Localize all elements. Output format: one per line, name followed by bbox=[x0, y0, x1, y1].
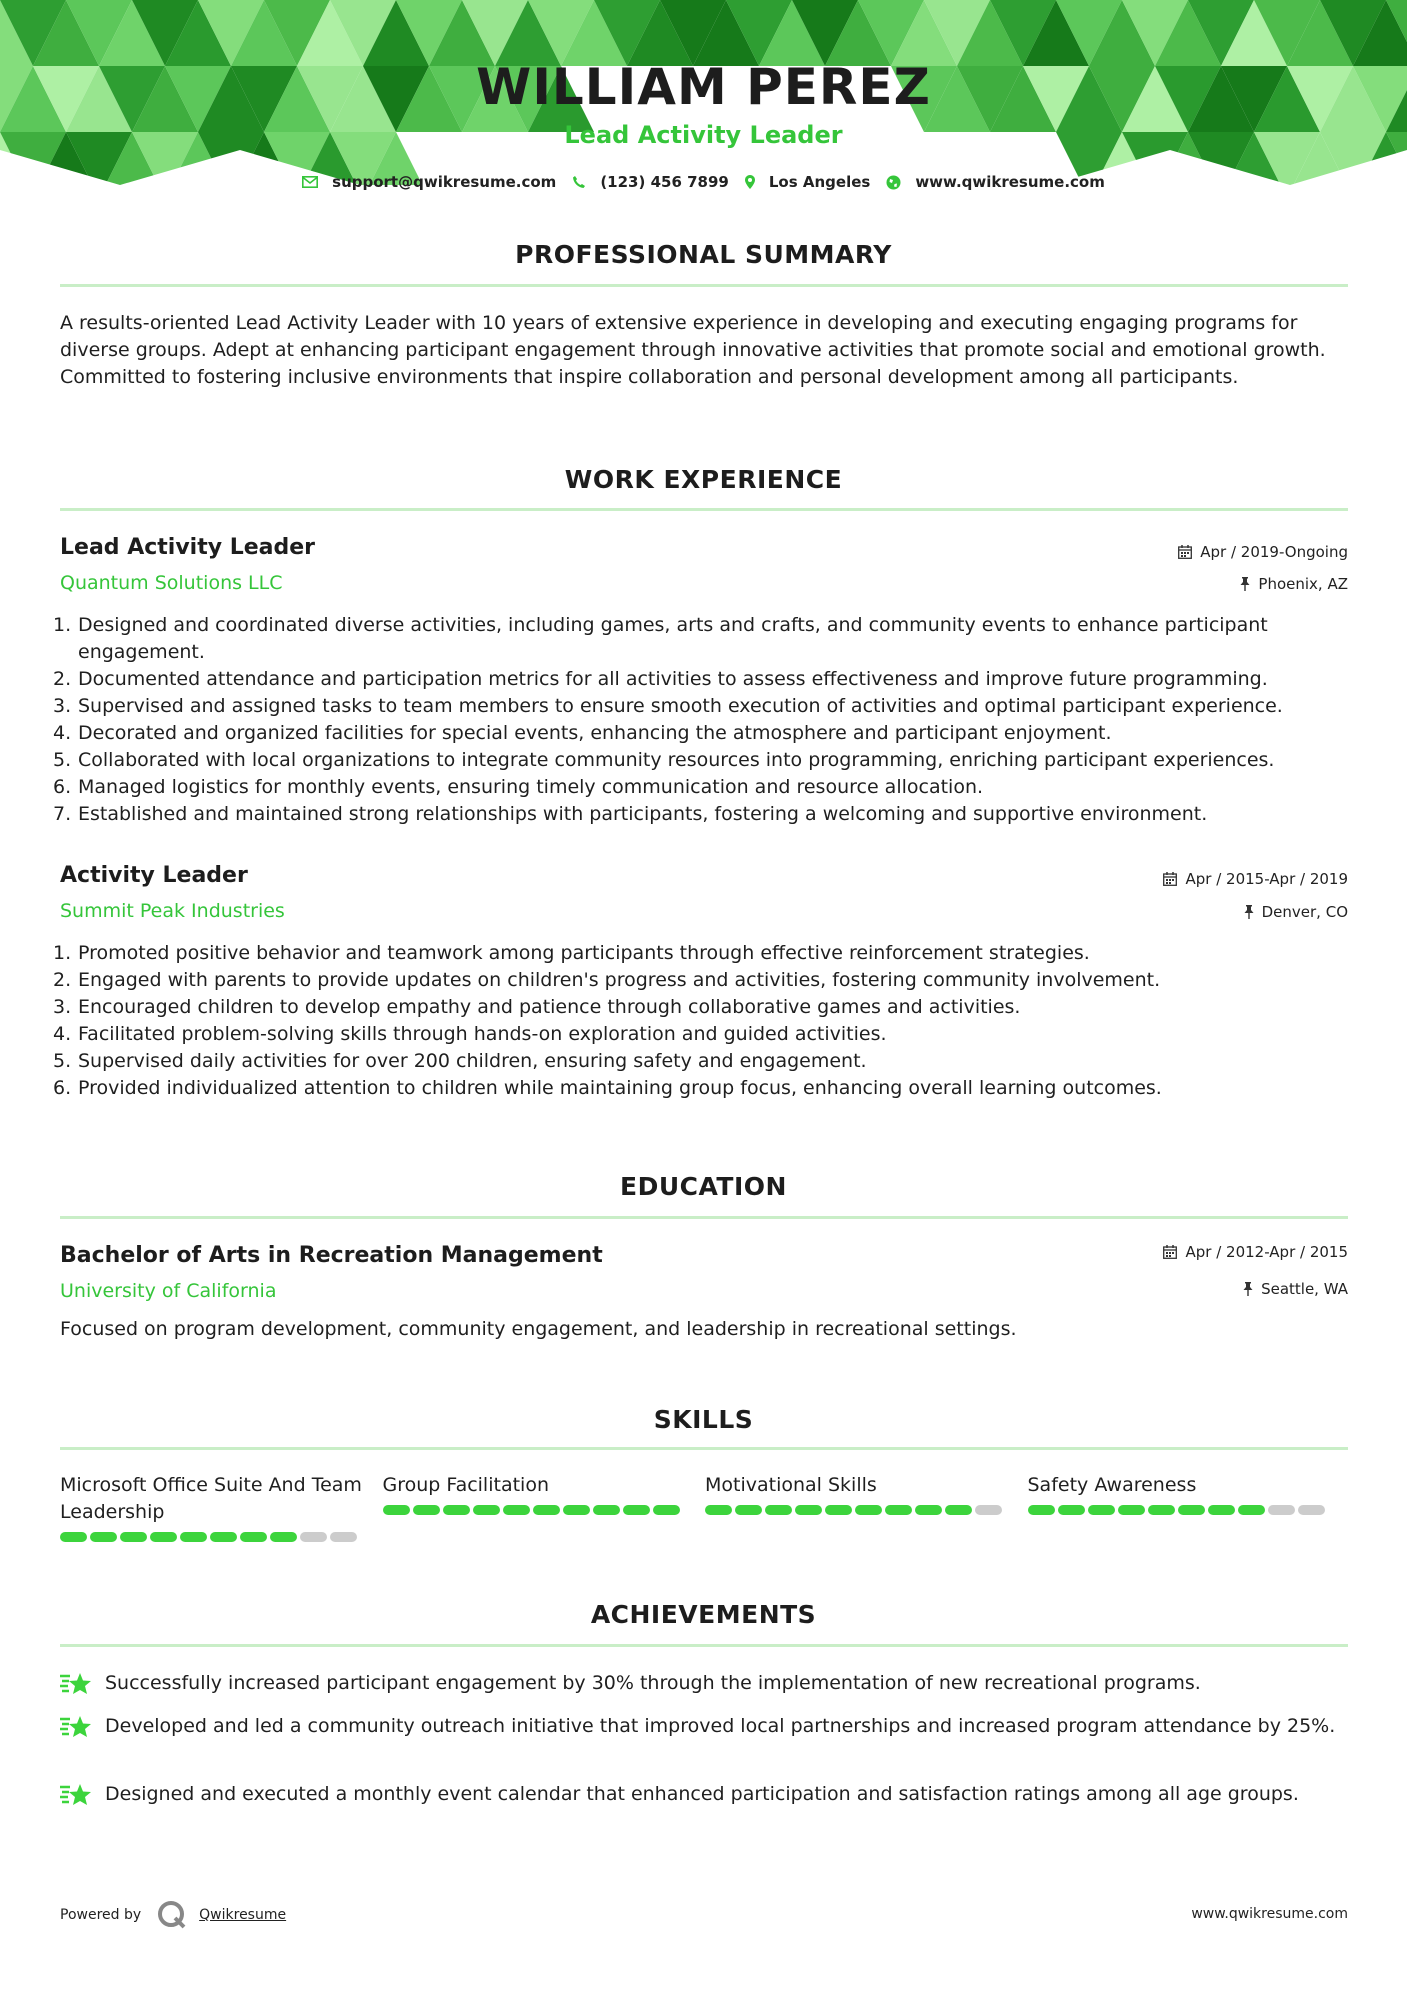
skill-level-segment bbox=[1028, 1505, 1055, 1515]
skill-level-segment bbox=[1178, 1505, 1205, 1515]
education-school: University of California bbox=[60, 1280, 277, 1302]
education-description: Focused on program development, community engagement, and leadership in recreational settings. bbox=[60, 1318, 1017, 1340]
skill-level-segment bbox=[825, 1505, 852, 1515]
calendar-icon bbox=[1163, 1245, 1177, 1259]
skill-level-segment bbox=[915, 1505, 942, 1515]
star-award-icon bbox=[60, 1781, 105, 1815]
education-location: Seattle, WA bbox=[1243, 1280, 1348, 1298]
skill-level-bar bbox=[383, 1505, 683, 1515]
contact-bar bbox=[0, 173, 1407, 191]
star-award-icon bbox=[60, 1713, 105, 1747]
skills-grid bbox=[60, 1472, 1350, 1542]
qwikresume-link[interactable]: Qwikresume bbox=[199, 1907, 287, 1923]
job-location: Denver, CO bbox=[1244, 903, 1348, 921]
skill-level-segment bbox=[975, 1505, 1002, 1515]
skill-label: Motivational Skills bbox=[705, 1474, 877, 1496]
skill-level-segment bbox=[1298, 1505, 1325, 1515]
footer-powered-by: Powered by Qwikresume bbox=[60, 1900, 286, 1930]
job-location: Phoenix, AZ bbox=[1240, 575, 1348, 593]
section-divider bbox=[60, 1644, 1348, 1647]
skill-level-segment bbox=[413, 1505, 440, 1515]
skill-label: Safety Awareness bbox=[1027, 1474, 1197, 1496]
phone-icon bbox=[572, 175, 586, 189]
skill-level-segment bbox=[120, 1532, 147, 1542]
star-award-icon bbox=[60, 1670, 105, 1704]
skill-level-segment bbox=[563, 1505, 590, 1515]
section-heading-achievements: ACHIEVEMENTS bbox=[590, 1600, 817, 1629]
achievement-item: Developed and led a community outreach initiative that improved local partnerships and increased program attendance by 25%. bbox=[60, 1713, 1350, 1747]
section-divider bbox=[60, 284, 1348, 287]
list-item: 5. Collaborated with local organizations to integrate community resources into programming, enriching participant experiences. bbox=[53, 749, 1275, 771]
skill-level-segment bbox=[653, 1505, 680, 1515]
skill-level-segment bbox=[765, 1505, 792, 1515]
skill-level-segment bbox=[1088, 1505, 1115, 1515]
skill-level-segment bbox=[593, 1505, 620, 1515]
contact-website[interactable]: www.qwikresume.com bbox=[886, 173, 1105, 191]
skill-level-segment bbox=[503, 1505, 530, 1515]
list-item: 5. Supervised daily activities for over 200 children, ensuring safety and engagement. bbox=[53, 1050, 867, 1072]
skill-item bbox=[60, 1472, 383, 1542]
contact-location: Los Angeles bbox=[745, 173, 870, 191]
envelope-icon bbox=[302, 176, 318, 188]
job-company: Quantum Solutions LLC bbox=[60, 572, 283, 594]
skill-level-segment bbox=[1268, 1505, 1295, 1515]
contact-phone[interactable]: (123) 456 7899 bbox=[572, 173, 729, 191]
pushpin-icon bbox=[1240, 577, 1250, 591]
list-item: 6. Managed logistics for monthly events, ensuring timely communication and resource allocation. bbox=[53, 776, 984, 798]
pushpin-icon bbox=[1244, 905, 1254, 919]
skill-item bbox=[383, 1472, 706, 1542]
list-item: 1. Promoted positive behavior and teamwork among participants through effective reinforcement strategies. bbox=[53, 942, 1090, 964]
list-item: 2. Engaged with parents to provide updates on children's progress and activities, fostering community involvement. bbox=[53, 969, 1161, 991]
skill-level-segment bbox=[383, 1505, 410, 1515]
skill-level-segment bbox=[60, 1532, 87, 1542]
section-heading-experience: WORK EXPERIENCE bbox=[564, 465, 843, 494]
map-marker-icon bbox=[745, 175, 755, 189]
skill-level-segment bbox=[443, 1505, 470, 1515]
qwikresume-logo-icon bbox=[157, 1900, 187, 1930]
skill-level-segment bbox=[270, 1532, 297, 1542]
skill-level-segment bbox=[1238, 1505, 1265, 1515]
list-item: 7. Established and maintained strong relationships with participants, fostering a welcoming and supportive environment. bbox=[53, 803, 1208, 825]
list-item: 1. Designed and coordinated diverse activities, including games, arts and crafts, and community events to enhance participant engagement. bbox=[53, 614, 1268, 663]
job-dates: Apr / 2015-Apr / 2019 bbox=[1163, 870, 1348, 888]
education-degree: Bachelor of Arts in Recreation Management bbox=[60, 1243, 603, 1268]
skill-level-bar bbox=[1028, 1505, 1328, 1515]
skill-item bbox=[1028, 1472, 1351, 1542]
skill-level-segment bbox=[240, 1532, 267, 1542]
skill-level-segment bbox=[473, 1505, 500, 1515]
job-dates: Apr / 2019-Ongoing bbox=[1178, 543, 1348, 561]
skill-level-segment bbox=[180, 1532, 207, 1542]
skill-label: Microsoft Office Suite And Team Leadership bbox=[60, 1474, 362, 1523]
section-divider bbox=[60, 1216, 1348, 1219]
skill-level-segment bbox=[1148, 1505, 1175, 1515]
candidate-title: Lead Activity Leader bbox=[564, 121, 843, 149]
skill-level-segment bbox=[1058, 1505, 1085, 1515]
job-bullets bbox=[53, 940, 1353, 1102]
skill-level-segment bbox=[795, 1505, 822, 1515]
skill-level-segment bbox=[705, 1505, 732, 1515]
skill-level-segment bbox=[150, 1532, 177, 1542]
skill-level-segment bbox=[533, 1505, 560, 1515]
globe-icon bbox=[886, 175, 901, 190]
skill-level-segment bbox=[945, 1505, 972, 1515]
education-dates: Apr / 2012-Apr / 2015 bbox=[1163, 1243, 1348, 1261]
skill-level-segment bbox=[210, 1532, 237, 1542]
achievement-item: Successfully increased participant engagement by 30% through the implementation of new recreational programs. bbox=[60, 1670, 1350, 1704]
list-item: 3. Encouraged children to develop empathy and patience through collaborative games and activities. bbox=[53, 996, 1021, 1018]
contact-email[interactable]: support@qwikresume.com bbox=[302, 173, 556, 191]
pushpin-icon bbox=[1243, 1282, 1253, 1296]
list-item: 3. Supervised and assigned tasks to team members to ensure smooth execution of activities and optimal participant experience. bbox=[53, 695, 1283, 717]
skill-level-bar bbox=[705, 1505, 1005, 1515]
achievement-item: Designed and executed a monthly event calendar that enhanced participation and satisfaction ratings among all age groups. bbox=[60, 1781, 1350, 1815]
skill-level-segment bbox=[300, 1532, 327, 1542]
list-item: 4. Decorated and organized facilities for special events, enhancing the atmosphere and participant enjoyment. bbox=[53, 722, 1112, 744]
list-item: 6. Provided individualized attention to children while maintaining group focus, enhancing overall learning outcomes. bbox=[53, 1077, 1162, 1099]
section-heading-skills: SKILLS bbox=[653, 1405, 754, 1434]
section-heading-education: EDUCATION bbox=[620, 1172, 787, 1201]
skill-level-segment bbox=[90, 1532, 117, 1542]
footer-website[interactable]: www.qwikresume.com bbox=[1191, 1906, 1348, 1922]
section-heading-summary: PROFESSIONAL SUMMARY bbox=[515, 240, 892, 269]
skill-level-segment bbox=[735, 1505, 762, 1515]
job-role: Activity Leader bbox=[60, 863, 248, 888]
skill-level-segment bbox=[623, 1505, 650, 1515]
job-company: Summit Peak Industries bbox=[60, 900, 285, 922]
skill-level-segment bbox=[885, 1505, 912, 1515]
calendar-icon bbox=[1163, 872, 1177, 886]
list-item: 4. Facilitated problem-solving skills through hands-on exploration and guided activities. bbox=[53, 1023, 887, 1045]
section-divider bbox=[60, 1447, 1348, 1450]
calendar-icon bbox=[1178, 545, 1192, 559]
list-item: 2. Documented attendance and participation metrics for all activities to assess effectiveness and improve future programming. bbox=[53, 668, 1268, 690]
skill-level-segment bbox=[330, 1532, 357, 1542]
skill-level-segment bbox=[1118, 1505, 1145, 1515]
job-role: Lead Activity Leader bbox=[60, 535, 316, 560]
skill-level-segment bbox=[855, 1505, 882, 1515]
skill-label: Group Facilitation bbox=[382, 1474, 549, 1496]
summary-text: A results-oriented Lead Activity Leader with 10 years of extensive experience in developing and executing engaging programs for diverse groups. Adept at enhancing participant engagement through innovative activities that promote social and emotional growth. Committed to fostering inclusive environments that inspire collaboration and personal development among all participants. bbox=[60, 312, 1326, 388]
skill-level-bar bbox=[60, 1532, 360, 1542]
skill-level-segment bbox=[1208, 1505, 1235, 1515]
skill-item bbox=[705, 1472, 1028, 1542]
section-divider bbox=[60, 508, 1348, 511]
candidate-name: WILLIAM PEREZ bbox=[476, 58, 931, 116]
job-bullets bbox=[53, 612, 1353, 828]
